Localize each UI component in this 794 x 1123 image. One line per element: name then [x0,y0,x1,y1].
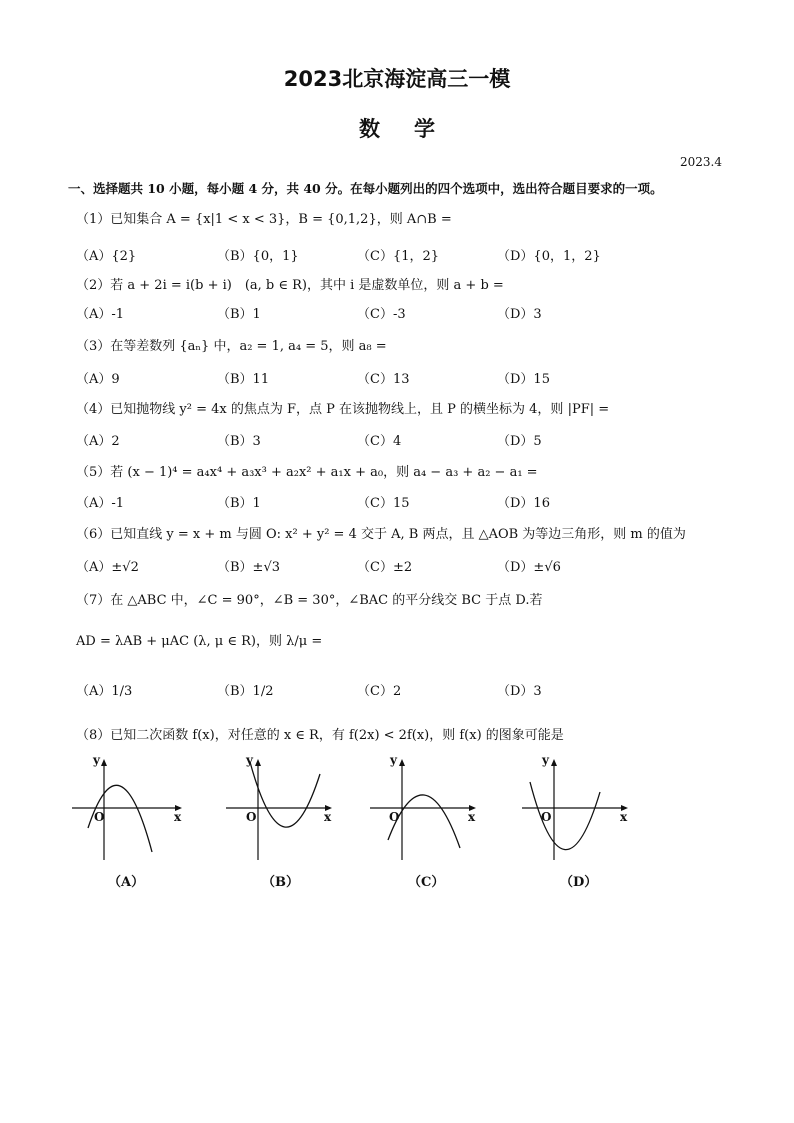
q2-option-b: （B）1 [217,307,261,322]
graph-d-caption: （D） [560,875,598,890]
q7-option-d: （D）3 [497,684,542,699]
graph-d-x-label: x [620,810,628,824]
graph-c [366,752,486,864]
q6-option-d: （D）±√6 [497,560,561,575]
graph-d-y-label: y [542,753,549,767]
question-5-stem: （5）若 (x − 1)⁴ = a₄x⁴ + a₃x³ + a₂x² + a₁x + a₀，则 a₄ − a₃ + a₂ − a₁ = [76,465,538,480]
q6-option-b: （B）±√3 [217,560,281,575]
q7-option-b: （B）1/2 [217,684,274,699]
q4-option-c: （C）4 [357,434,402,449]
graph-b-origin-label: O [246,810,257,824]
q3-option-c: （C）13 [357,372,410,387]
question-7-stem-line2: AD = λAB + μAC (λ, μ ∈ R)，则 λ/μ = [76,634,323,649]
q4-option-b: （B）3 [217,434,261,449]
question-1-stem: （1）已知集合 A = {x|1 < x < 3}，B = {0,1,2}，则 A∩B = [76,212,452,227]
q3-option-d: （D）15 [497,372,550,387]
q5-option-b: （B）1 [217,496,261,511]
graph-a-origin-label: O [94,810,105,824]
question-2-stem: （2）若 a + 2i = i(b + i) (a, b ∈ R)，其中 i 是虚数单位，则 a + b = [76,278,504,293]
q5-option-c: （C）15 [357,496,410,511]
q4-option-d: （D）5 [497,434,542,449]
exam-date: 2023.4 [680,155,722,169]
q5-option-d: （D）16 [497,496,550,511]
q3-option-a: （A）9 [76,372,120,387]
graph-a-caption: （A） [108,875,145,890]
q7-option-a: （A）1/3 [76,684,133,699]
q5-option-a: （A）-1 [76,496,125,511]
question-3-stem: （3）在等差数列 {aₙ} 中，a₂ = 1, a₄ = 5，则 a₈ = [76,339,387,354]
graph-d [518,752,638,864]
q4-option-a: （A）2 [76,434,120,449]
question-8-stem: （8）已知二次函数 f(x)，对任意的 x ∈ R，有 f(2x) < 2f(x)，则 f(x) 的图象可能是 [76,728,564,743]
graph-c-x-label: x [468,810,476,824]
graph-b-caption: （B） [262,875,299,890]
question-6-stem: （6）已知直线 y = x + m 与圆 O: x² + y² = 4 交于 A, B 两点，且 △AOB 为等边三角形，则 m 的值为 [76,527,686,542]
section-heading: 一、选择题共 10 小题，每小题 4 分，共 40 分。在每小题列出的四个选项中，选出符合题目要求的一项。 [68,181,663,196]
graph-c-origin-label: O [389,810,400,824]
question-7-stem: （7）在 △ABC 中，∠C = 90°，∠B = 30°，∠BAC 的平分线交 BC 于点 D.若 [76,593,543,608]
q2-option-a: （A）-1 [76,307,125,322]
q1-option-c: （C）{1，2} [357,249,440,264]
graph-a-y-label: y [93,753,100,767]
q7-option-c: （C）2 [357,684,402,699]
q6-option-c: （C）±2 [357,560,413,575]
q1-option-d: （D）{0，1，2} [497,249,601,264]
q2-option-c: （C）-3 [357,307,406,322]
graph-c-y-label: y [390,753,397,767]
graph-a [68,752,188,864]
q1-option-a: （A）{2} [76,249,137,264]
graph-c-caption: （C） [408,875,445,890]
q6-option-a: （A）±√2 [76,560,139,575]
graph-b-y-label: y [246,753,253,767]
q3-option-b: （B）11 [217,372,270,387]
q2-option-d: （D）3 [497,307,542,322]
graph-d-origin-label: O [541,810,552,824]
graph-b [222,752,342,864]
question-4-stem: （4）已知抛物线 y² = 4x 的焦点为 F，点 P 在该抛物线上，且 P 的横坐标为 4，则 |PF| = [76,402,610,417]
graph-b-x-label: x [324,810,332,824]
page-title: 2023北京海淀高三一模 [283,67,511,91]
graph-a-x-label: x [174,810,182,824]
subject-title: 数学 [359,117,469,141]
q1-option-b: （B）{0，1} [217,249,299,264]
